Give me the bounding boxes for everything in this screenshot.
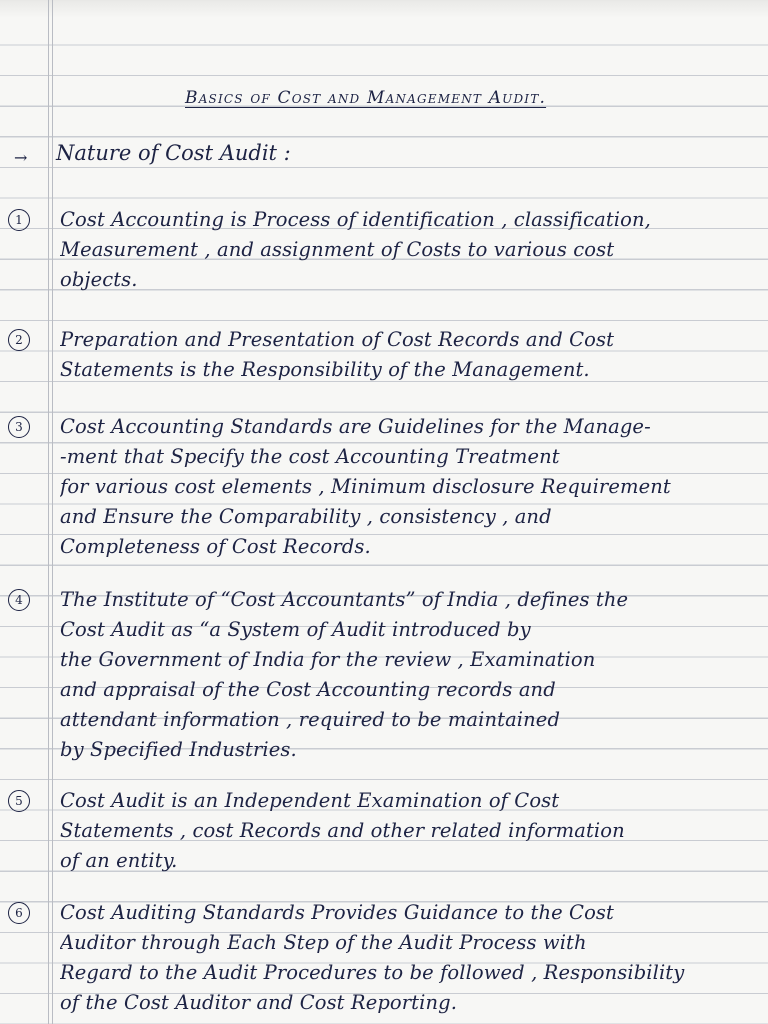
text-line: of an entity. [60, 849, 178, 872]
point-text [60, 898, 760, 1018]
margin-rule [48, 0, 49, 1024]
text-line: Cost Audit is an Independent Examination of Cost [60, 789, 560, 812]
point-number-badge: 6 [8, 902, 30, 924]
text-line: Cost Accounting Standards are Guidelines for the Manage- [60, 415, 651, 438]
point-text [60, 205, 760, 295]
arrow-icon: → [14, 148, 28, 167]
point-text [60, 325, 760, 385]
point-number-badge: 4 [8, 589, 30, 611]
text-line: Preparation and Presentation of Cost Records and Cost [60, 328, 615, 351]
text-line: Cost Accounting is Process of identification , classification, [60, 208, 651, 231]
text-line: Auditor through Each Step of the Audit Process with [60, 931, 587, 954]
text-line: for various cost elements , Minimum disclosure Requirement [60, 475, 671, 498]
text-line: objects. [60, 268, 138, 291]
text-line: Statements is the Responsibility of the Management. [60, 358, 590, 381]
text-line: Completeness of Cost Records. [60, 535, 371, 558]
point-number-badge: 2 [8, 329, 30, 351]
margin-rule-inner [52, 0, 53, 1024]
text-line: The Institute of “Cost Accountants” of India , defines the [60, 588, 629, 611]
text-line: Statements , cost Records and other related information [60, 819, 625, 842]
text-line: Measurement , and assignment of Costs to various cost [60, 238, 615, 261]
point-number-badge: 1 [8, 209, 30, 231]
point-number-badge: 3 [8, 416, 30, 438]
point-text [60, 786, 760, 876]
section-heading: Nature of Cost Audit : [56, 141, 291, 165]
text-line: Regard to the Audit Procedures to be followed , Responsibility [60, 961, 685, 984]
text-line: and Ensure the Comparability , consistency , and [60, 505, 552, 528]
text-line: the Government of India for the review , Examination [60, 648, 596, 671]
text-line: Cost Auditing Standards Provides Guidance to the Cost [60, 901, 614, 924]
text-line: of the Cost Auditor and Cost Reporting. [60, 991, 457, 1014]
point-number-badge: 5 [8, 790, 30, 812]
text-line: -ment that Specify the cost Accounting Treatment [60, 445, 560, 468]
page-top-shadow [0, 0, 768, 18]
point-text [60, 412, 760, 562]
page-title: Basics of Cost and Management Audit. [185, 88, 547, 108]
text-line: by Specified Industries. [60, 738, 297, 761]
text-line: Cost Audit as “a System of Audit introduced by [60, 618, 531, 641]
text-line: attendant information , required to be maintained [60, 708, 561, 731]
text-line: and appraisal of the Cost Accounting records and [60, 678, 556, 701]
point-text [60, 585, 760, 765]
